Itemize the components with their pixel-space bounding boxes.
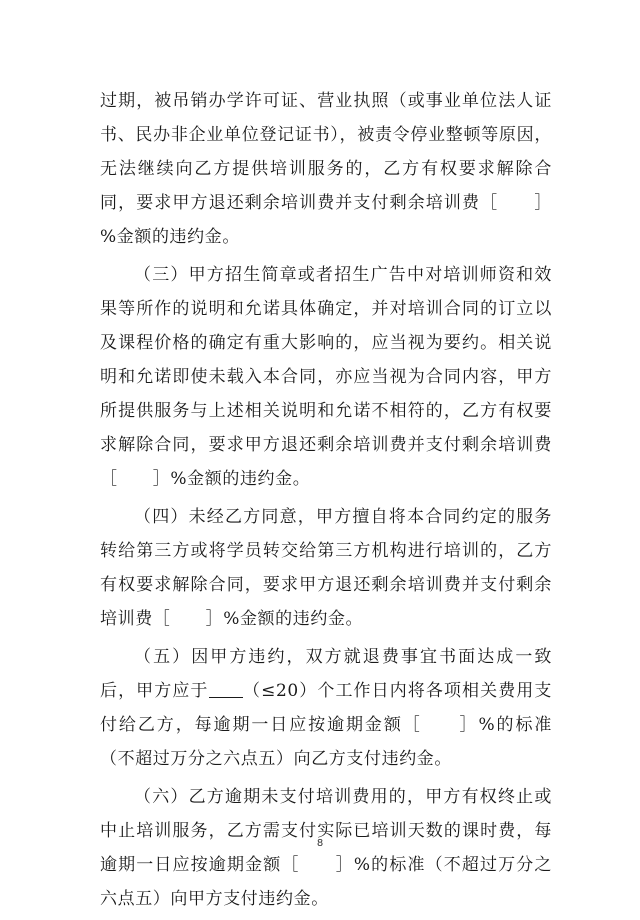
clause-5-text-end: （≤20）个工作日内将各项相关费用支付给乙方，每逾期一日应按逾期金额［ ］%的标准（不超过万分之六点五）向乙方支付违约金。 (100, 681, 552, 769)
paragraph-clause-4: （四）未经乙方同意，甲方擅自将本合同约定的服务转给第三方或将学员转交给第三方机构进行培训的，乙方有权要求解除合同，要求甲方退还剩余培训费并支付剩余培训费［ ］%金额的违约金。 (100, 507, 552, 629)
clause-5-text-start: （五）因甲方违约，双方就退费事宜书面达成一致后，甲方应于 (100, 647, 552, 701)
paragraph-clause-3: （三）甲方招生简章或者招生广告中对培训师资和效果等所作的说明和允诺具体确定，并对培训合同的订立以及课程价格的确定有重大影响的，应当视为要约。相关说明和允诺即使未载入本合同，亦应当视为合同内容，甲方所提供服务与上述相关说明和允诺不相符的，乙方有权要求解除合同，要求甲方退还剩余培训费并支付剩余培训费［ ］%金额的违约金。 (100, 265, 552, 489)
paragraph-clause-5 (100, 640, 552, 776)
document-body (100, 84, 552, 920)
days-blank-field (209, 681, 243, 698)
page-number: 8 (316, 838, 324, 849)
paragraph-clause-6: （六）乙方逾期未支付培训费用的，甲方有权终止或中止培训服务，乙方需支付实际已培训天数的课时费，每逾期一日应按逾期金额［ ］%的标准（不超过万分之六点五）向甲方支付违约金。 (100, 787, 552, 909)
paragraph-continuation: 过期，被吊销办学许可证、营业执照（或事业单位法人证书、民办非企业单位登记证书），被责令停业整顿等原因，无法继续向乙方提供培训服务的，乙方有权要求解除合同，要求甲方退还剩余培训费并支付剩余培训费［ ］%金额的违约金。 (100, 91, 552, 247)
